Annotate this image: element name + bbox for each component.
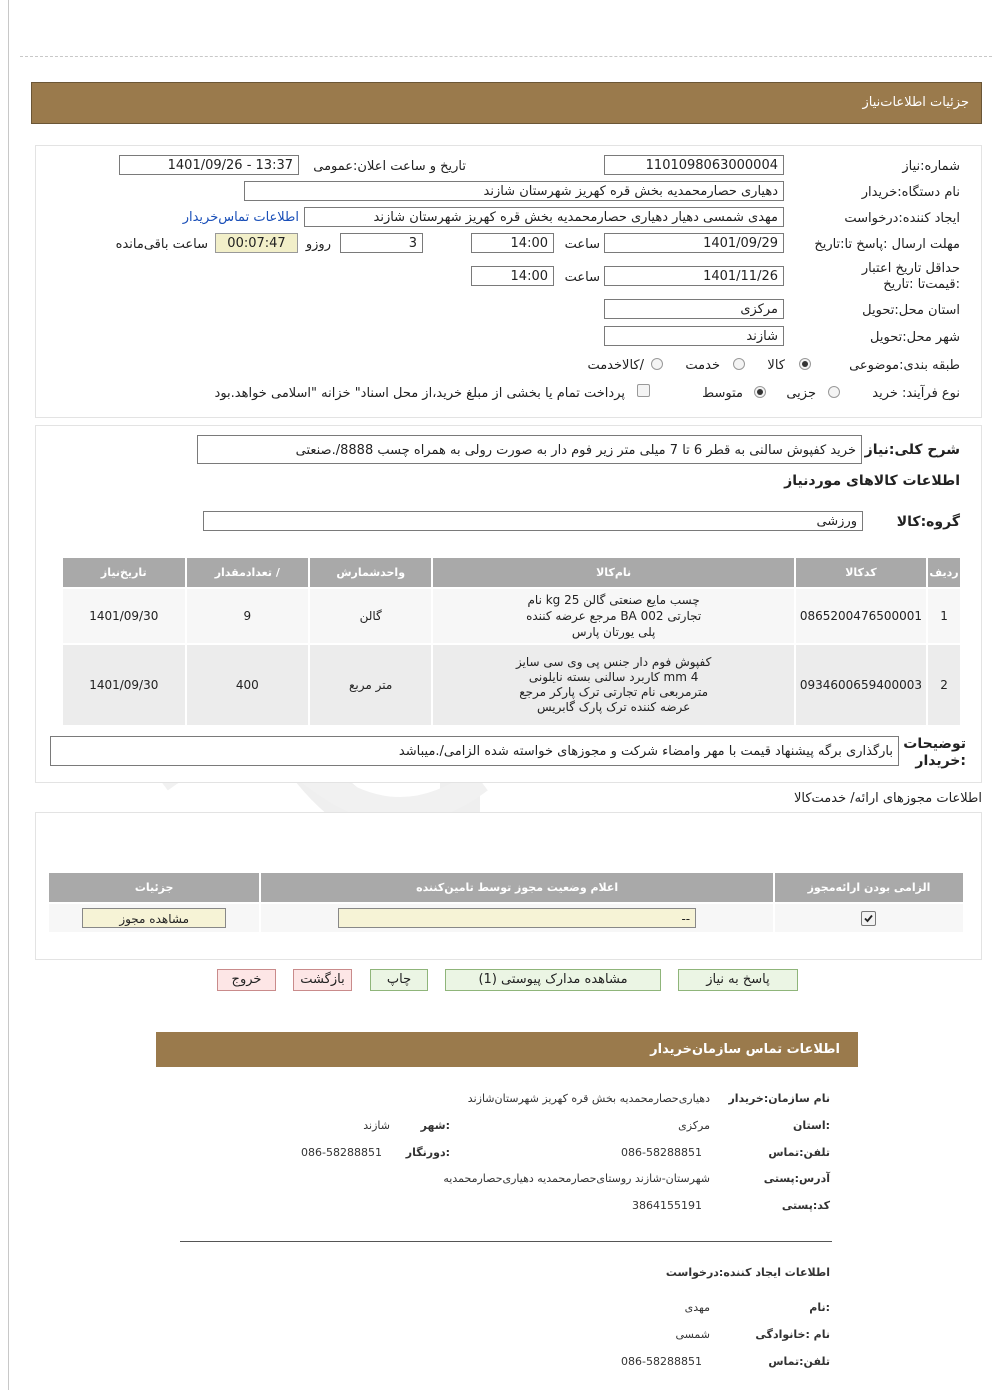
goods-info-title: اطلاعات کالاهای موردنیاز [784,473,960,489]
table-row [62,644,961,726]
permits-title: اطلاعات مجوزهای ارائه/ خدمت‌کالا [793,791,982,806]
category-goods-label: کالا [767,358,785,373]
row-number: 1 [927,588,961,644]
deadline-time-field: 14:00 [471,233,554,253]
validity-label: حداقل تاریخ اعتبار :قیمت‌تا :تاریخ [861,261,960,292]
contact-phone-label: تلفن:تماس [768,1146,830,1159]
remaining-label: ساعت باقی‌مانده [115,237,208,252]
goods-group-label: گروه:کالا [896,514,960,530]
announce-date-field: 1401/09/26 - 13:37 [119,155,299,175]
item-need-date: 1401/09/30 [62,644,186,726]
remaining-timer: 00:07:47 [215,233,298,253]
category-service-radio[interactable] [733,358,745,370]
announce-date-label: تاریخ و ساعت اعلان:عمومی [313,159,466,174]
col-permit-details: جزئیات [48,872,260,903]
left-border-line [8,0,9,1390]
col-row-number: ردیف [927,557,961,588]
contact-org-label: نام سازمان:خریدار [728,1092,830,1105]
process-partial-label: جزیی [786,386,816,401]
item-code: 0934600659400003 [795,644,927,726]
process-type-label: نوع فرآیند: خرید [872,386,960,401]
contact-divider [180,1241,832,1242]
contact-address-label: آدرس:پستی [763,1172,830,1185]
category-goods-radio[interactable] [799,358,811,370]
item-quantity: 9 [186,588,309,644]
contact-fax-value: 086-58288851 [301,1146,382,1159]
col-need-date: تاریخ‌نیاز [62,557,186,588]
province-field: مرکزی [604,299,784,319]
goods-table [61,556,962,727]
row-number: 2 [927,644,961,726]
days-label: روزو [305,237,331,252]
city-field: شازند [604,326,784,346]
creator-phone-label: تلفن:تماس [768,1355,830,1368]
deadline-label: مهلت ارسال :پاسخ تا:تاریخ [814,237,960,252]
contact-phone-value: 086-58288851 [621,1146,702,1159]
item-code: 0865200476500001 [795,588,927,644]
contact-postal-label: کد:پستی [781,1199,830,1212]
creator-family-value: شمسی [675,1328,710,1341]
item-need-date: 1401/09/30 [62,588,186,644]
exit-button[interactable]: خروج [217,969,276,991]
need-number-label: شماره:نیاز [902,159,960,174]
contact-address-value: شهرستان-شازند روستای‌حصارمحمدیه دهیاری‌حصارمحمدیه [443,1172,710,1185]
city-label: شهر محل:تحویل [870,330,960,345]
col-permit-required: الزامی بودن ارائه‌مجوز [774,872,964,903]
process-partial-radio[interactable] [828,386,840,398]
col-unit: واحدشمارش [309,557,432,588]
category-both-label: /کالاخدمت [587,358,644,373]
permits-table-header [48,872,964,903]
col-permit-status: اعلام وضعیت مجوز توسط تامین‌کننده [260,872,774,903]
permit-status-cell [260,903,774,933]
permit-status-field: -- [338,908,696,928]
table-row [62,588,961,644]
process-medium-label: متوسط [702,386,743,401]
validity-date-field: 1401/11/26 [604,266,784,286]
creator-family-label: نام :خانوادگی [755,1328,830,1341]
buyer-notes-field: بارگذاری برگه پیشنهاد قیمت با مهر وامضاء شرکت و مجوزهای خواسته شده الزامی/.میباشد [50,736,899,766]
view-permit-button[interactable]: مشاهده مجوز [82,908,226,928]
col-item-name: نام‌کالا [432,557,794,588]
buyer-notes-label: توضیحات :خریدار [903,736,966,769]
permit-details-cell [48,903,260,933]
treasury-payment-note: پرداخت تمام یا بخشی از مبلغ خرید،از محل اسناد" خزانه "اسلامی خواهد.بود [214,386,625,401]
top-dashed-divider [20,56,992,57]
goods-group-field: ورزشی [203,511,863,531]
creator-name-label: :نام [809,1301,830,1314]
deadline-date-field: 1401/09/29 [604,233,784,253]
validity-time-field: 14:00 [471,266,554,286]
buyer-org-field: دهیاری حصارمحمدیه بخش قره کهریز شهرستان شازند [244,181,784,201]
contact-province-value: مرکزی [678,1119,710,1132]
summary-label: شرح کلی:نیاز [864,442,960,458]
treasury-payment-checkbox[interactable] [637,384,650,397]
permit-required-cell [774,903,964,933]
process-medium-radio[interactable] [754,386,766,398]
contact-org-value: دهیاری‌حصارمحمدیه بخش قره کهریز شهرستان‌شازند [467,1092,710,1105]
contact-fax-label: :دورنگار [405,1146,450,1159]
province-label: استان محل:تحویل [862,303,960,318]
page-header-title: جزئیات اطلاعات‌نیاز [862,95,969,110]
need-number-field: 1101098063000004 [604,155,784,175]
creator-label: ایجاد کننده:درخواست [844,211,960,226]
check-icon [863,913,874,924]
buyer-contact-link[interactable]: اطلاعات تماس‌خریدار [182,210,299,225]
creator-info-title: اطلاعات ایجاد کننده:درخواست [665,1266,830,1279]
contact-city-value: شازند [363,1119,390,1132]
contact-city-label: :شهر [420,1119,450,1132]
print-button[interactable]: چاپ [370,969,428,991]
category-service-label: خدمت [685,358,720,373]
goods-table-header [62,557,961,588]
contact-header-title: اطلاعات تماس سازمان‌خریدار [650,1042,840,1057]
item-name: چسب مایع صنعتی گالن 25 kg نام تجارتی BA 002 مرجع عرضه کننده پلی یورتان پارس [432,588,794,644]
page-header-bar [31,82,982,124]
deadline-hour-label: ساعت [564,237,600,252]
view-attachments-button[interactable]: مشاهده مدارک پیوستی (1) [445,969,661,991]
contact-header-bar [156,1032,858,1067]
item-unit: گالن [309,588,432,644]
col-item-code: کدکالا [795,557,927,588]
contact-province-label: :استان [793,1119,830,1132]
creator-phone-value: 086-58288851 [621,1355,702,1368]
days-field: 3 [340,233,423,253]
buyer-org-label: نام دستگاه:خریدار [861,185,960,200]
summary-text-field: خرید کفپوش سالنی به قطر 6 تا 7 میلی متر زیر فوم دار به صورت رولی به همراه چسب 8888/.صنعتی [197,435,862,464]
item-quantity: 400 [186,644,309,726]
category-both-radio[interactable] [651,358,663,370]
permit-row [48,903,964,933]
permit-required-checkbox [861,911,876,926]
back-button[interactable]: بازگشت [293,969,352,991]
validity-hour-label: ساعت [564,270,600,285]
creator-name-value: مهدی [684,1301,710,1314]
permits-table [47,871,965,934]
item-name: کفپوش فوم دار جنس پی وی سی سایز 4 mm کاربرد سالنی بسته نایلونی مترمربعی نام تجارتی ترک پارکر مرجع عرضه کننده ترک پارک گابریس [432,644,794,726]
reply-to-need-button[interactable]: پاسخ به نیاز [678,969,798,991]
creator-field: مهدی شمسی دهیار دهیاری حصارمحمدیه بخش قره کهریز شهرستان شازند [304,207,784,227]
contact-postal-value: 3864155191 [632,1199,702,1212]
item-unit: متر مربع [309,644,432,726]
col-quantity: / تعدادمقدار [186,557,309,588]
category-label: طبقه بندی:موضوعی [849,358,960,373]
